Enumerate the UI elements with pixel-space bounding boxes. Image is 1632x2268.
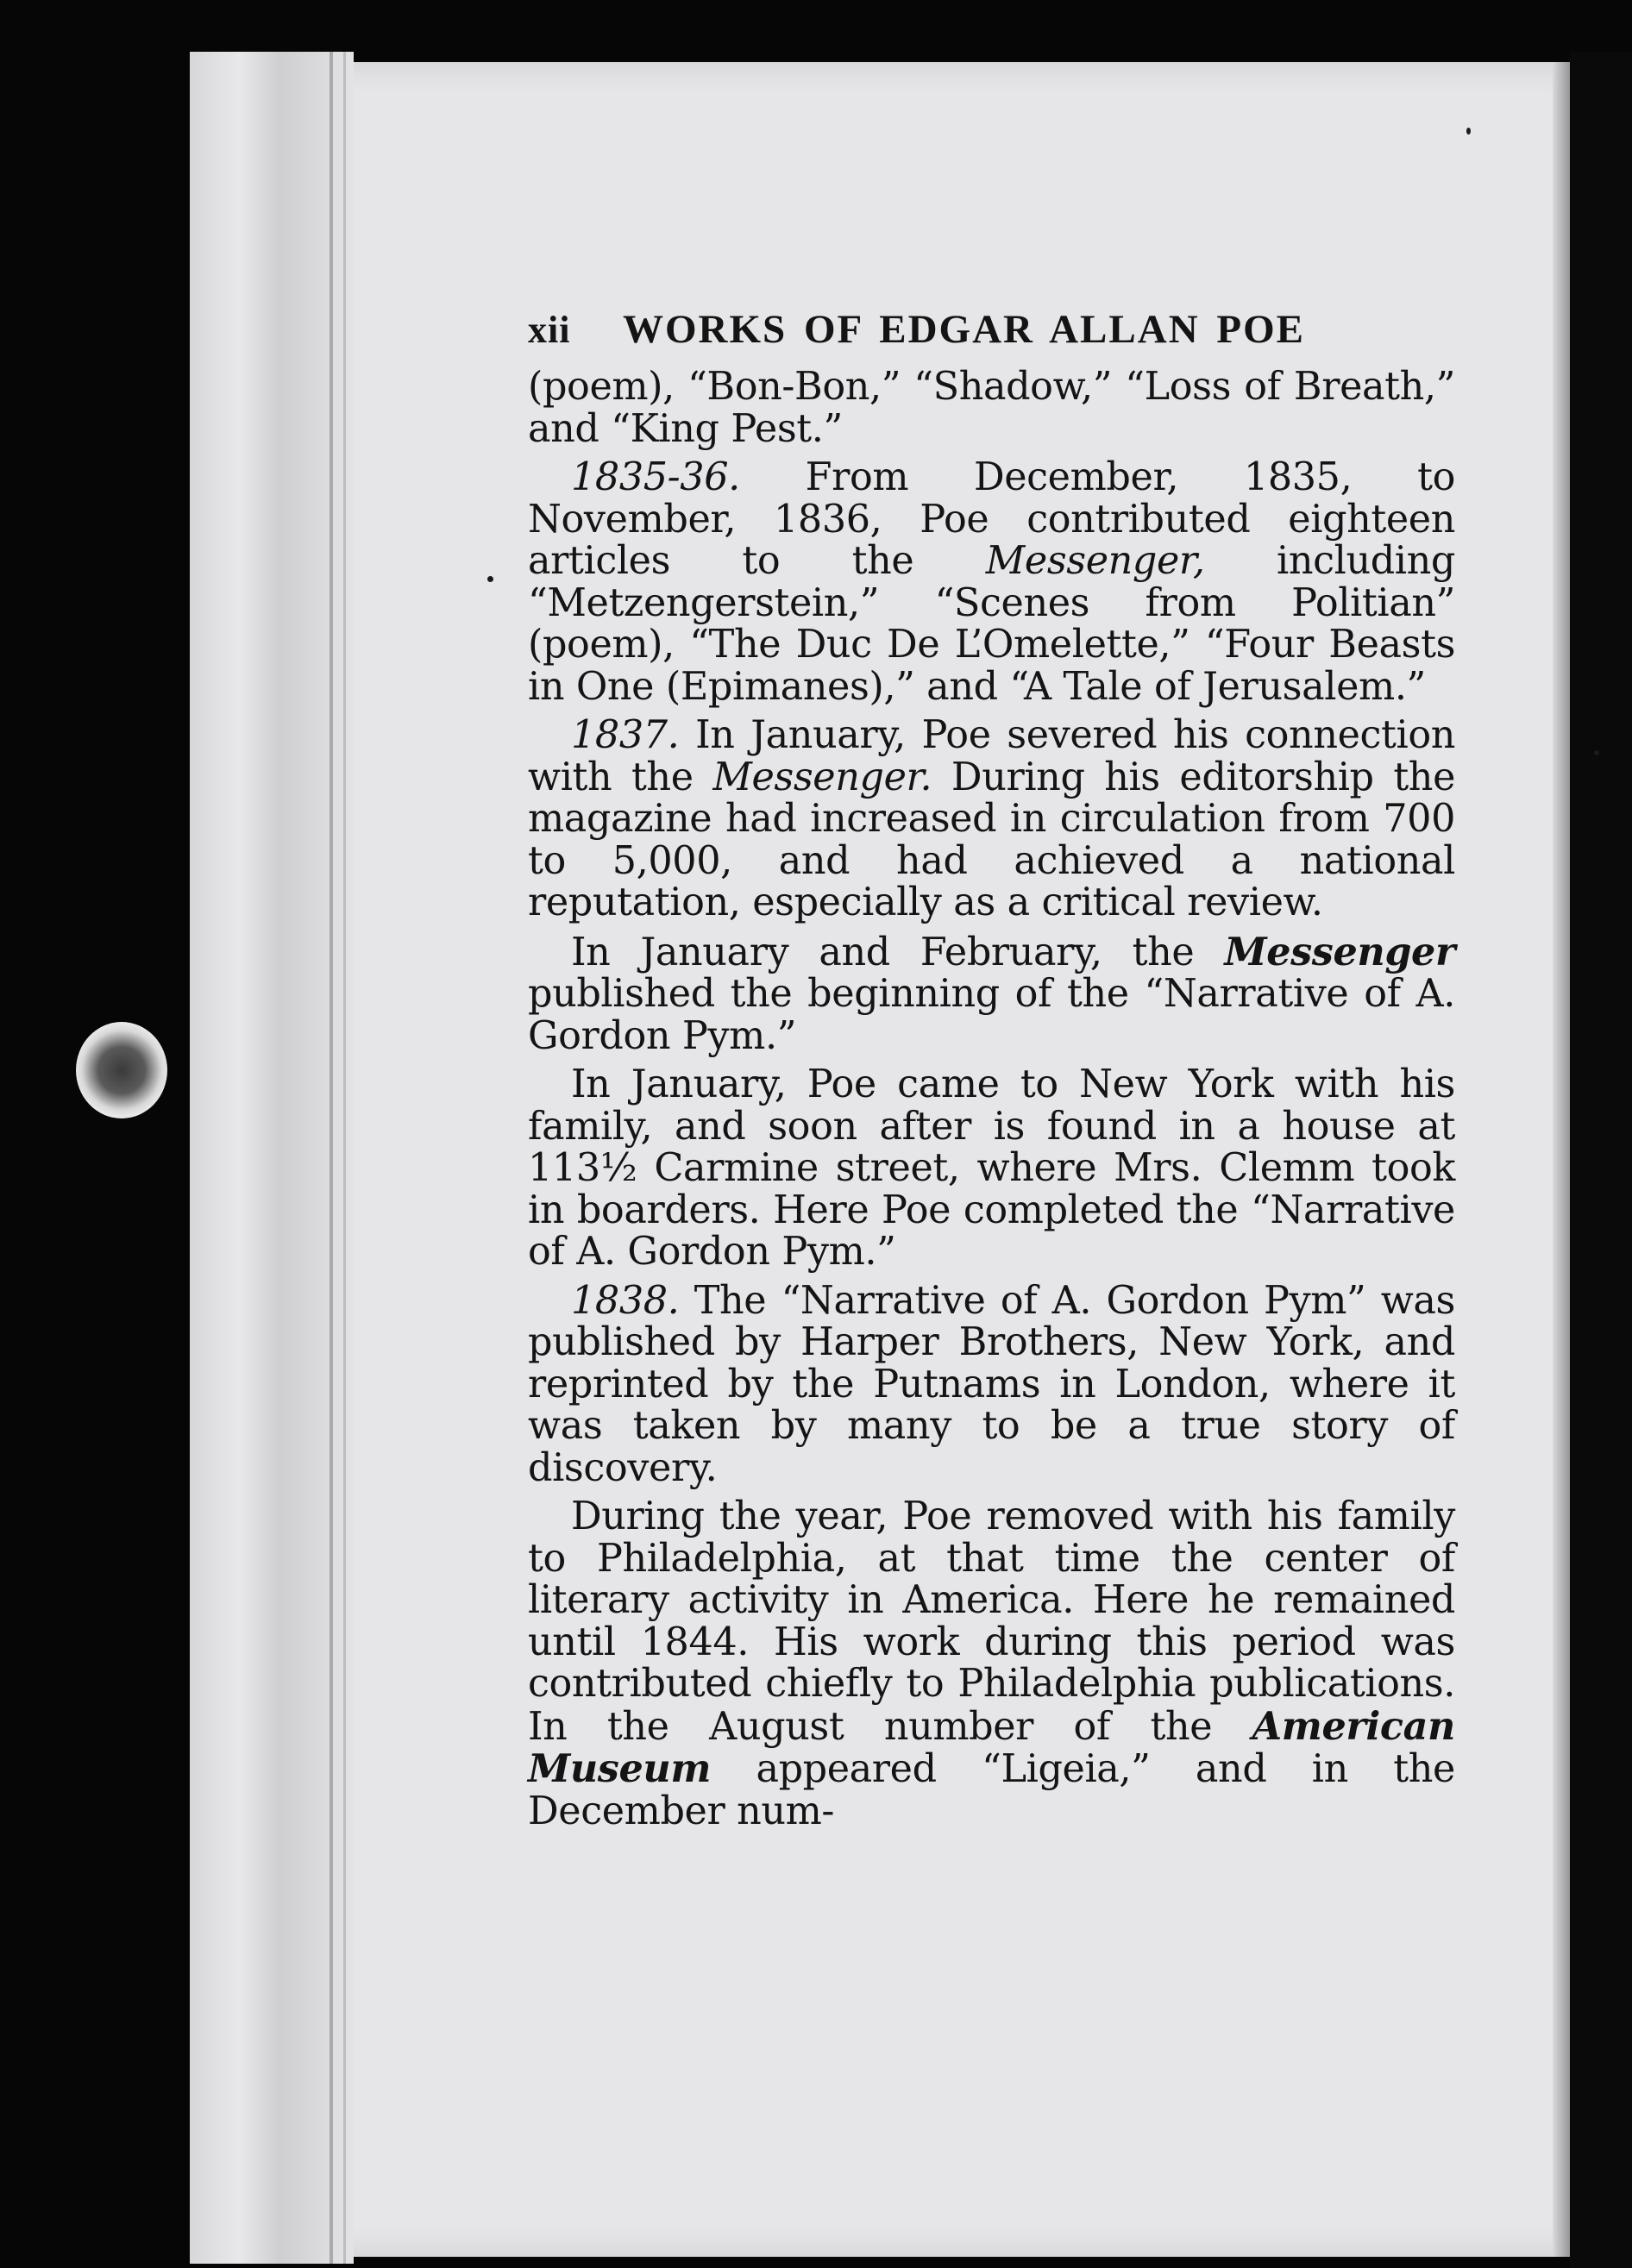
text-run: (poem), “Bon-Bon,” “Shadow,” “Loss of Breath,” and “King Pest.” (528, 365, 1455, 451)
scan-border-right (1570, 52, 1632, 2268)
emphasized-text: American Museum (528, 1703, 1455, 1791)
text-run: including “Metzengerstein,” “Scenes from Politian” (poem), “The Duc De L’Omelette,” “Four Beasts in One (Epimanes),” and “A Tale of Jerusalem.” (528, 539, 1455, 709)
emphasized-text: 1837. (571, 713, 680, 757)
text-run: During his editorship the magazine had increased in circulation from 700 to 5,000, and had achieved a national reputation, especially as a critical review. (528, 755, 1456, 924)
text-run: In January, Poe severed his connection with the (528, 713, 1455, 799)
text-run: During the year, Poe removed with his family to Philadelphia, at that time the center of literary activity in America. Here he remained until 1844. His work during this period was contributed chiefly to Philadelphia publications. In the August number of the (528, 1494, 1455, 1749)
text-run: In January and February, the (571, 930, 1225, 974)
page-header (528, 306, 1455, 367)
text-run: published the beginning of the “Narrative of A. Gordon Pym.” (528, 972, 1455, 1058)
page-text (528, 306, 1455, 1833)
running-title: WORKS OF EDGAR ALLAN POE (623, 307, 1305, 352)
emphasized-text: Messenger (1224, 929, 1455, 974)
ink-speck (487, 576, 493, 582)
gutter-edge-line (330, 52, 333, 2264)
binding-hole-mark (76, 1022, 167, 1118)
text-run: The “Narrative of A. Gordon Pym” was published by Harper Brothers, New York, and reprinted by the Putnams in London, where it was taken by many to be a true story of discovery. (528, 1278, 1455, 1490)
body-text (528, 367, 1455, 1833)
text-run: In January, Poe came to New York with his family, and soon after is found in a house at 113½ Carmine street, where Mrs. Clemm took in boarders. Here Poe completed the “Narrative of A. Gordon Pym.” (528, 1062, 1455, 1274)
ink-speck (1594, 750, 1599, 755)
paragraph (528, 1496, 1455, 1833)
paragraph (528, 1278, 1455, 1490)
text-run: From December, 1835, to November, 1836, Poe contributed eighteen articles to the (528, 455, 1455, 583)
paragraph (528, 457, 1455, 708)
emphasized-text: 1838. (571, 1278, 680, 1323)
text-run: appeared “Ligeia,” and in the December num- (528, 1747, 1455, 1833)
paragraph (528, 1064, 1455, 1274)
emphasized-text: Messenger, (985, 539, 1205, 583)
paragraph (528, 367, 1455, 450)
gutter-edge-line (343, 52, 346, 2264)
paragraph (528, 715, 1455, 924)
emphasized-text: 1835-36. (571, 455, 740, 499)
ink-speck (1466, 128, 1471, 135)
page-number: xii (528, 309, 571, 351)
page-edge-shadow (1553, 62, 1572, 2257)
paragraph (528, 931, 1455, 1058)
emphasized-text: Messenger. (712, 755, 932, 799)
